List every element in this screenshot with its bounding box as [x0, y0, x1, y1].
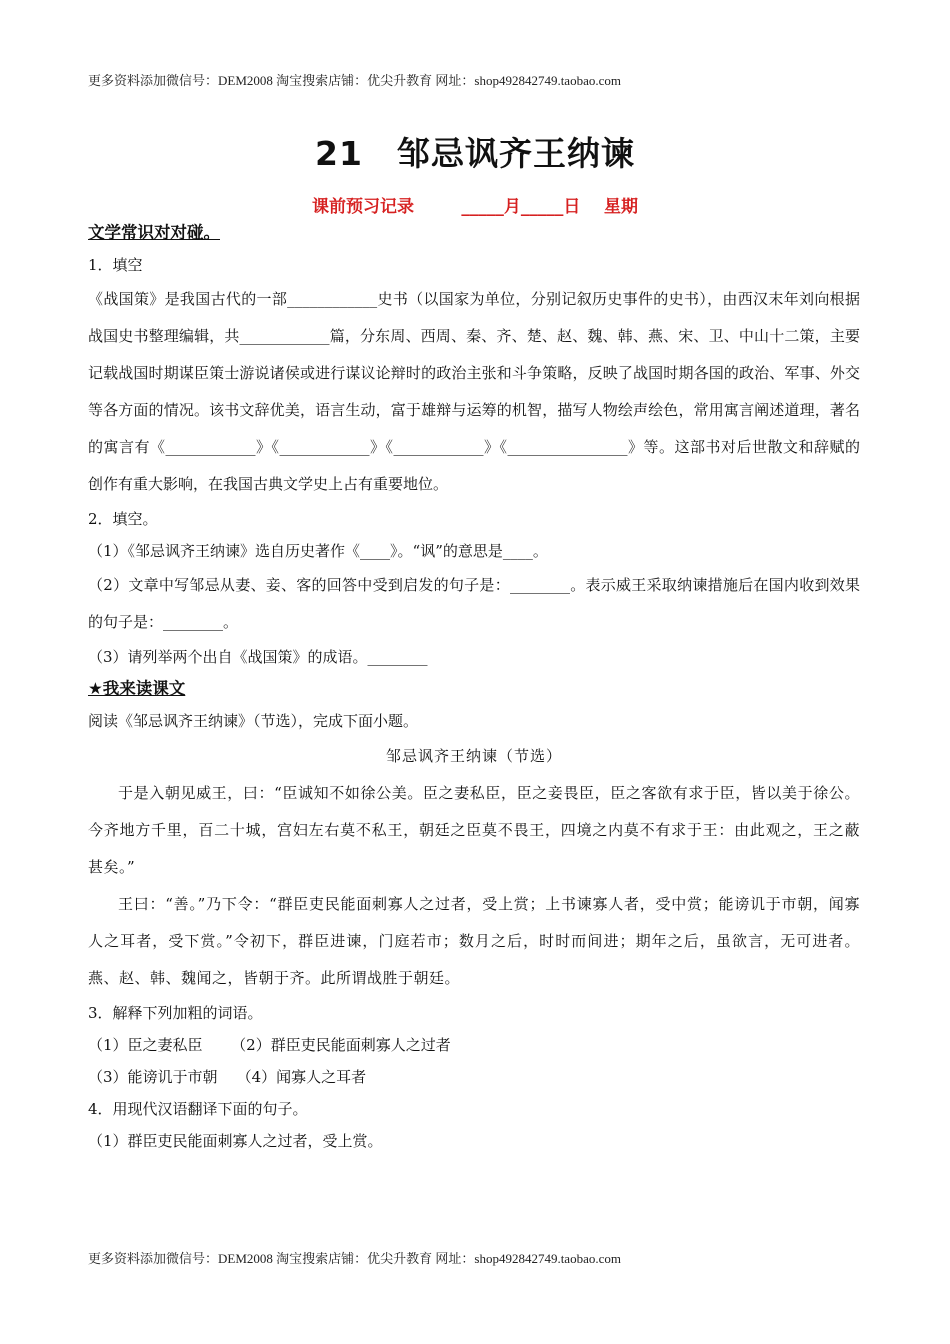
page-footer: 更多资料添加微信号：DEM2008 淘宝搜索店铺：优尖升教育 网址：shop492842749.taobao.com: [88, 1251, 621, 1266]
question-2-item-2: （2）文章中写邹忌从妻、妾、客的回答中受到启发的句子是：________。表示威王采取纳谏措施后在国内收到效果的句子是：________。: [88, 576, 860, 631]
question-1-text: 《战国策》是我国古代的一部____________史书（以国家为单位，分别记叙历史事件的史书），由西汉末年刘向根据战国史书整理编辑，共____________篇，分东周、西周、秦、齐、楚、赵、魏、韩、燕、宋、卫、中山十二策，主要记载战国时期谋臣策士游说诸侯或进行谋议论辩时的政治主张和斗争策略，反映了战国时期各国的政治、军事、外交等各方面的情况。该书文辞优美，语言生动，富于雄辩与运筹的机智，描写人物绘声绘色，常用寓言阐述道理，著名的寓言有《____________》《____________》《____________》《________________》等。这部书对后世散文和辞赋的创作有重大影响，在我国古典文学史上占有重要地位。: [88, 290, 860, 493]
lesson-title: 邹忌讽齐王纳谏: [396, 134, 635, 173]
question-3-label: 3．解释下列加粗的词语。: [88, 1004, 263, 1022]
preview-record-line: 课前预习记录 _____月_____日 星期: [311, 197, 639, 217]
reading-intro: 阅读《邹忌讽齐王纳谏》（节选），完成下面小题。: [88, 712, 419, 730]
page-header: 更多资料添加微信号：DEM2008 淘宝搜索店铺：优尖升教育 网址：shop492842749.taobao.com: [88, 73, 621, 88]
passage-paragraph-1: 于是入朝见威王，曰：“臣诚知不如徐公美。臣之妻私臣，臣之妾畏臣，臣之客欲有求于臣，皆以美于徐公。今齐地方千里，百二十城，宫妇左右莫不私王，朝廷之臣莫不畏王，四境之内莫不有求于王：由此观之，王之蔽甚矣。”: [88, 784, 860, 876]
question-4-label: 4．用现代汉语翻译下面的句子。: [88, 1100, 308, 1118]
question-2-item-1: （1）《邹忌讽齐王纳谏》选自历史著作《____》。“讽”的意思是____。: [88, 542, 548, 560]
passage-title: 邹忌讽齐王纳谏（节选）: [385, 747, 562, 765]
page-title: [0, 128, 950, 175]
question-4-item-1: （1）群臣吏民能面刺寡人之过者，受上赏。: [88, 1132, 383, 1150]
section-heading-reading: ★我来读课文: [88, 679, 186, 698]
worksheet-content: [88, 221, 860, 1157]
question-2-item-3: （3）请列举两个出自《战国策》的成语。________: [88, 648, 428, 666]
question-3-row-2: （3）能谤讥于市朝 （4）闻寡人之耳者: [88, 1068, 367, 1086]
passage-paragraph-2: 王曰：“善。”乃下令：“群臣吏民能面刺寡人之过者，受上赏；上书谏寡人者，受中赏；能谤讥于市朝，闻寡人之耳者，受下赏。”令初下，群臣进谏，门庭若市；数月之后，时时而间进；期年之后，虽欲言，无可进者。燕、赵、韩、魏闻之，皆朝于齐。此所谓战胜于朝廷。: [88, 895, 860, 987]
lesson-number: 21: [315, 134, 363, 173]
question-1-label: 1．填空: [88, 256, 143, 274]
question-3-row-1: （1）臣之妻私臣 （2）群臣吏民能面刺寡人之过者: [88, 1036, 451, 1054]
section-heading-literature: 文学常识对对碰。: [88, 223, 220, 242]
question-2-label: 2．填空。: [88, 510, 158, 528]
